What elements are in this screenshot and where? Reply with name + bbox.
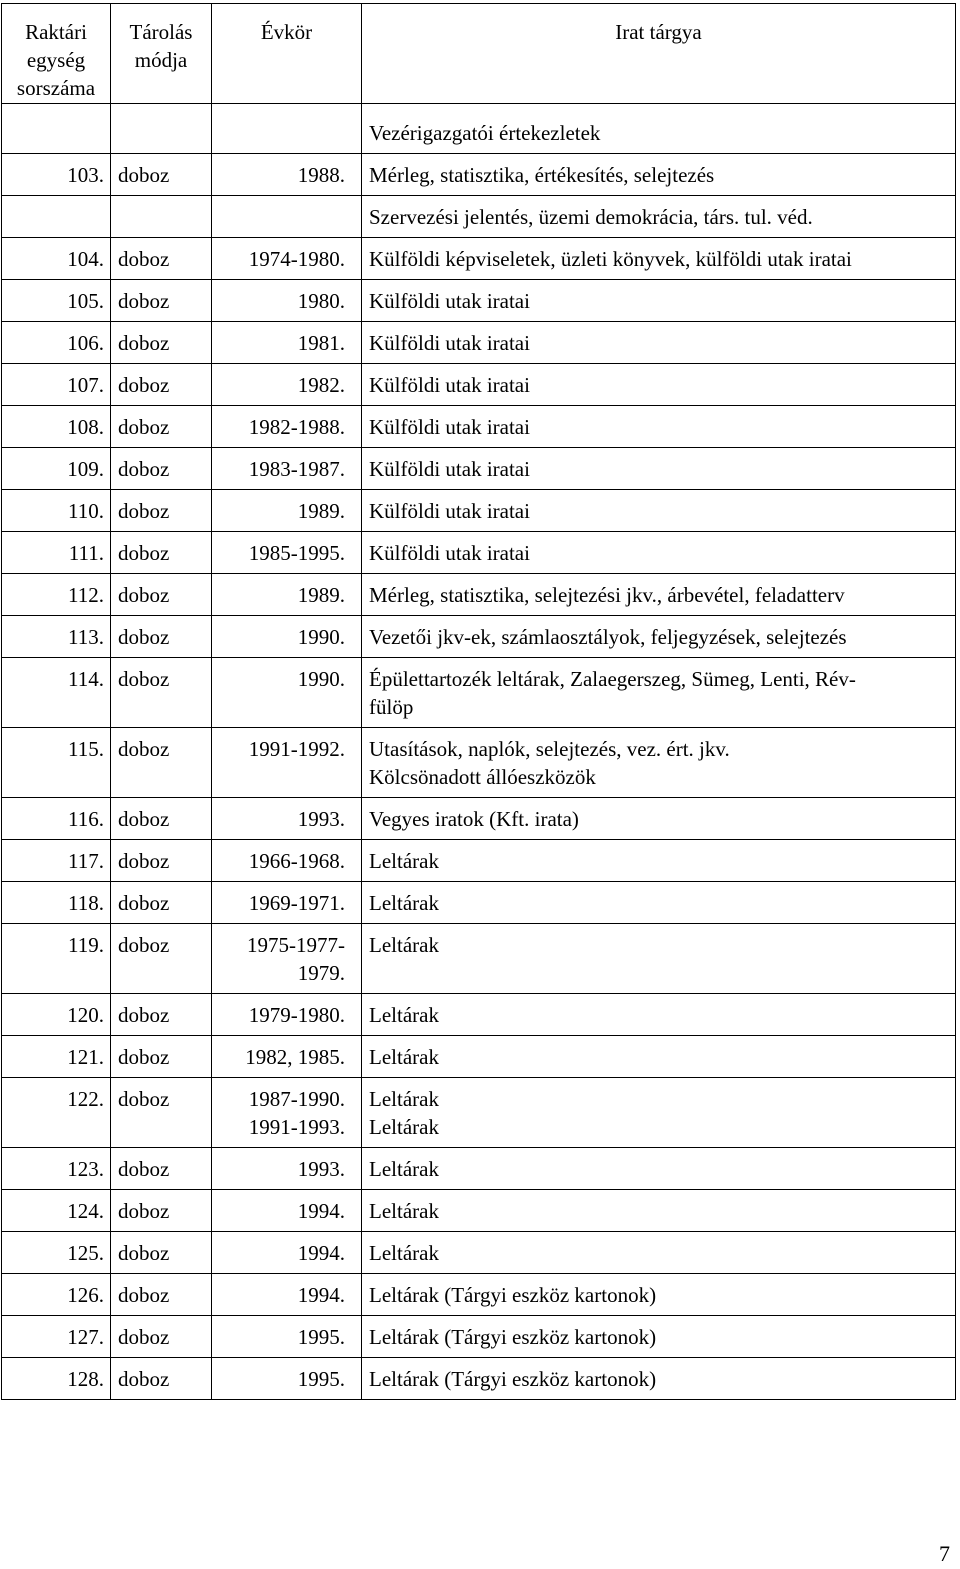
storage-type-cell: doboz <box>111 1232 212 1274</box>
unit-number-cell: 110. <box>2 490 111 532</box>
storage-type-cell: doboz <box>111 1148 212 1190</box>
table-row <box>2 574 956 616</box>
years-line: 1974-1980. <box>248 247 345 271</box>
unit-number-cell: 117. <box>2 840 111 882</box>
years-line: 1987-1990. <box>248 1087 345 1111</box>
storage-type-cell: doboz <box>111 1274 212 1316</box>
subject-line: Leltárak <box>369 933 439 957</box>
years-line: 1994. <box>297 1283 345 1307</box>
years-line: 1995. <box>297 1325 345 1349</box>
table-row <box>2 154 956 196</box>
subject-line: Leltárak <box>369 1087 439 1111</box>
header-subject: Irat tárgya <box>362 4 956 104</box>
years-line: 1980. <box>297 289 345 313</box>
subject-line: Leltárak <box>369 1241 439 1265</box>
subject-line: Vegyes iratok (Kft. irata) <box>369 807 579 831</box>
header-row <box>2 4 956 104</box>
unit-number-cell: 121. <box>2 1036 111 1078</box>
storage-type-cell: doboz <box>111 924 212 994</box>
table-row <box>2 280 956 322</box>
table-row <box>2 490 956 532</box>
years-cell <box>212 154 362 196</box>
storage-type-cell: doboz <box>111 574 212 616</box>
storage-type-cell: doboz <box>111 490 212 532</box>
table-row <box>2 238 956 280</box>
years-cell <box>212 728 362 798</box>
subject-cell <box>362 364 956 406</box>
subject-line: Leltárak <box>369 891 439 915</box>
subject-line: Épülettartozék leltárak, Zalaegerszeg, Sümeg, Lenti, Rév- <box>369 667 856 691</box>
years-cell <box>212 406 362 448</box>
storage-type-cell: doboz <box>111 322 212 364</box>
unit-number-cell: 126. <box>2 1274 111 1316</box>
subject-cell <box>362 154 956 196</box>
storage-type-cell: doboz <box>111 238 212 280</box>
header-unit-line: sorszáma <box>16 76 96 100</box>
table-row <box>2 104 956 154</box>
subject-cell <box>362 798 956 840</box>
subject-cell <box>362 882 956 924</box>
subject-line: Vezetői jkv-ek, számlaosztályok, feljegyzések, selejtezés <box>369 625 847 649</box>
subject-line: Külföldi utak iratai <box>369 289 530 313</box>
subject-cell <box>362 574 956 616</box>
subject-cell <box>362 1078 956 1148</box>
table-row <box>2 658 956 728</box>
storage-type-cell: doboz <box>111 532 212 574</box>
storage-type-cell: doboz <box>111 1036 212 1078</box>
storage-type-cell: doboz <box>111 728 212 798</box>
years-line: 1985-1995. <box>248 541 345 565</box>
storage-type-cell: doboz <box>111 658 212 728</box>
subject-cell <box>362 728 956 798</box>
subject-line: Vezérigazgatói értekezletek <box>369 121 601 145</box>
years-line: 1975-1977- <box>247 933 345 957</box>
subject-cell <box>362 924 956 994</box>
subject-line: Külföldi képviseletek, üzleti könyvek, külföldi utak iratai <box>369 247 852 271</box>
storage-type-cell: doboz <box>111 1078 212 1148</box>
years-cell <box>212 322 362 364</box>
table-row <box>2 1358 956 1400</box>
subject-line: Kölcsönadott állóeszközök <box>369 765 596 789</box>
years-line: 1982-1988. <box>248 415 345 439</box>
table-row <box>2 728 956 798</box>
unit-number-cell: 114. <box>2 658 111 728</box>
years-cell <box>212 658 362 728</box>
years-cell <box>212 1232 362 1274</box>
subject-cell <box>362 406 956 448</box>
years-cell <box>212 798 362 840</box>
years-line: 1982. <box>297 373 345 397</box>
unit-number-cell: 107. <box>2 364 111 406</box>
header-unit <box>2 4 111 104</box>
unit-number-cell: 125. <box>2 1232 111 1274</box>
years-cell <box>212 840 362 882</box>
subject-cell <box>362 238 956 280</box>
subject-line: Leltárak (Tárgyi eszköz kartonok) <box>369 1367 657 1391</box>
subject-cell <box>362 280 956 322</box>
subject-cell <box>362 1316 956 1358</box>
storage-type-cell <box>111 196 212 238</box>
subject-line: Külföldi utak iratai <box>369 541 530 565</box>
unit-number-cell: 123. <box>2 1148 111 1190</box>
storage-type-cell: doboz <box>111 154 212 196</box>
unit-number-cell: 108. <box>2 406 111 448</box>
table-row <box>2 196 956 238</box>
unit-number-cell: 115. <box>2 728 111 798</box>
subject-cell <box>362 322 956 364</box>
table-row <box>2 616 956 658</box>
subject-cell <box>362 490 956 532</box>
subject-cell <box>362 104 956 154</box>
table-row <box>2 364 956 406</box>
unit-number-cell: 128. <box>2 1358 111 1400</box>
subject-cell <box>362 1148 956 1190</box>
header-years: Évkör <box>212 4 362 104</box>
years-cell <box>212 1036 362 1078</box>
subject-line: Leltárak <box>369 1199 439 1223</box>
header-unit-line: egység <box>26 48 86 72</box>
years-line: 1979. <box>297 961 345 985</box>
header-storage-line: Tárolás <box>129 20 193 44</box>
unit-number-cell: 105. <box>2 280 111 322</box>
years-cell <box>212 616 362 658</box>
table-row <box>2 882 956 924</box>
header-storage <box>111 4 212 104</box>
subject-line: Külföldi utak iratai <box>369 415 530 439</box>
table-row <box>2 840 956 882</box>
subject-line: fülöp <box>369 695 414 719</box>
years-cell <box>212 574 362 616</box>
storage-type-cell: doboz <box>111 994 212 1036</box>
subject-cell <box>362 1274 956 1316</box>
unit-number-cell <box>2 104 111 154</box>
subject-line: Leltárak <box>369 1003 439 1027</box>
unit-number-cell <box>2 196 111 238</box>
storage-type-cell: doboz <box>111 1358 212 1400</box>
unit-number-cell: 116. <box>2 798 111 840</box>
years-line: 1979-1980. <box>248 1003 345 1027</box>
storage-type-cell: doboz <box>111 616 212 658</box>
subject-line: Leltárak <box>369 849 439 873</box>
subject-cell <box>362 1358 956 1400</box>
years-line: 1994. <box>297 1241 345 1265</box>
subject-cell <box>362 1190 956 1232</box>
subject-line: Külföldi utak iratai <box>369 373 530 397</box>
table-row <box>2 448 956 490</box>
years-cell <box>212 532 362 574</box>
header-unit-line: Raktári <box>25 20 87 44</box>
years-cell <box>212 364 362 406</box>
years-line: 1989. <box>297 583 345 607</box>
subject-cell <box>362 532 956 574</box>
subject-line: Külföldi utak iratai <box>369 499 530 523</box>
table-body <box>2 104 956 1400</box>
years-line: 1995. <box>297 1367 345 1391</box>
table-row <box>2 1316 956 1358</box>
subject-line: Mérleg, statisztika, értékesítés, selejtezés <box>369 163 715 187</box>
years-line: 1983-1987. <box>248 457 345 481</box>
years-line: 1991-1993. <box>248 1115 345 1139</box>
subject-cell <box>362 840 956 882</box>
years-line: 1990. <box>297 667 345 691</box>
subject-line: Leltárak (Tárgyi eszköz kartonok) <box>369 1325 657 1349</box>
years-line: 1990. <box>297 625 345 649</box>
storage-type-cell: doboz <box>111 364 212 406</box>
storage-type-cell: doboz <box>111 448 212 490</box>
subject-line: Leltárak <box>369 1157 439 1181</box>
storage-type-cell: doboz <box>111 1316 212 1358</box>
subject-cell <box>362 1232 956 1274</box>
subject-cell <box>362 1036 956 1078</box>
subject-line: Külföldi utak iratai <box>369 457 530 481</box>
subject-line: Külföldi utak iratai <box>369 331 530 355</box>
table-row <box>2 1036 956 1078</box>
years-cell <box>212 882 362 924</box>
unit-number-cell: 127. <box>2 1316 111 1358</box>
years-line: 1981. <box>297 331 345 355</box>
years-line: 1993. <box>297 1157 345 1181</box>
years-line: 1969-1971. <box>248 891 345 915</box>
storage-type-cell: doboz <box>111 840 212 882</box>
unit-number-cell: 109. <box>2 448 111 490</box>
table-row <box>2 994 956 1036</box>
unit-number-cell: 103. <box>2 154 111 196</box>
years-line: 1966-1968. <box>248 849 345 873</box>
subject-line: Leltárak <box>369 1045 439 1069</box>
years-cell <box>212 1274 362 1316</box>
table-row <box>2 406 956 448</box>
table-row <box>2 924 956 994</box>
table-row <box>2 1148 956 1190</box>
unit-number-cell: 104. <box>2 238 111 280</box>
storage-type-cell: doboz <box>111 798 212 840</box>
years-cell <box>212 1190 362 1232</box>
years-line: 1982, 1985. <box>245 1045 345 1069</box>
unit-number-cell: 113. <box>2 616 111 658</box>
years-line: 1989. <box>297 499 345 523</box>
unit-number-cell: 112. <box>2 574 111 616</box>
storage-type-cell: doboz <box>111 280 212 322</box>
unit-number-cell: 124. <box>2 1190 111 1232</box>
table-row <box>2 532 956 574</box>
subject-line: Szervezési jelentés, üzemi demokrácia, társ. tul. véd. <box>369 205 813 229</box>
years-line: 1988. <box>297 163 345 187</box>
subject-cell <box>362 994 956 1036</box>
storage-type-cell: doboz <box>111 882 212 924</box>
unit-number-cell: 106. <box>2 322 111 364</box>
table-row <box>2 798 956 840</box>
subject-cell <box>362 616 956 658</box>
years-cell <box>212 104 362 154</box>
years-cell <box>212 490 362 532</box>
subject-line: Leltárak (Tárgyi eszköz kartonok) <box>369 1283 657 1307</box>
years-cell <box>212 924 362 994</box>
years-cell <box>212 238 362 280</box>
table-row <box>2 1274 956 1316</box>
storage-type-cell: doboz <box>111 1190 212 1232</box>
header-storage-line: módja <box>134 48 188 72</box>
years-cell <box>212 1316 362 1358</box>
subject-line: Leltárak <box>369 1115 439 1139</box>
unit-number-cell: 122. <box>2 1078 111 1148</box>
unit-number-cell: 111. <box>2 532 111 574</box>
subject-line: Mérleg, statisztika, selejtezési jkv., árbevétel, feladatterv <box>369 583 845 607</box>
table-row <box>2 1078 956 1148</box>
subject-line: Utasítások, naplók, selejtezés, vez. ért. jkv. <box>369 737 730 761</box>
years-line: 1991-1992. <box>248 737 345 761</box>
unit-number-cell: 118. <box>2 882 111 924</box>
storage-type-cell: doboz <box>111 406 212 448</box>
table-row <box>2 1232 956 1274</box>
years-line: 1994. <box>297 1199 345 1223</box>
table-row <box>2 322 956 364</box>
subject-cell <box>362 658 956 728</box>
subject-cell <box>362 196 956 238</box>
table-row <box>2 1190 956 1232</box>
storage-type-cell <box>111 104 212 154</box>
unit-number-cell: 120. <box>2 994 111 1036</box>
years-cell <box>212 196 362 238</box>
years-cell <box>212 1358 362 1400</box>
unit-number-cell: 119. <box>2 924 111 994</box>
table-header <box>2 4 956 104</box>
page-number: 7 <box>939 1541 950 1566</box>
years-line: 1993. <box>297 807 345 831</box>
years-cell <box>212 1078 362 1148</box>
years-cell <box>212 1148 362 1190</box>
years-cell <box>212 280 362 322</box>
inventory-table <box>1 3 956 1400</box>
years-cell <box>212 448 362 490</box>
subject-cell <box>362 448 956 490</box>
years-cell <box>212 994 362 1036</box>
